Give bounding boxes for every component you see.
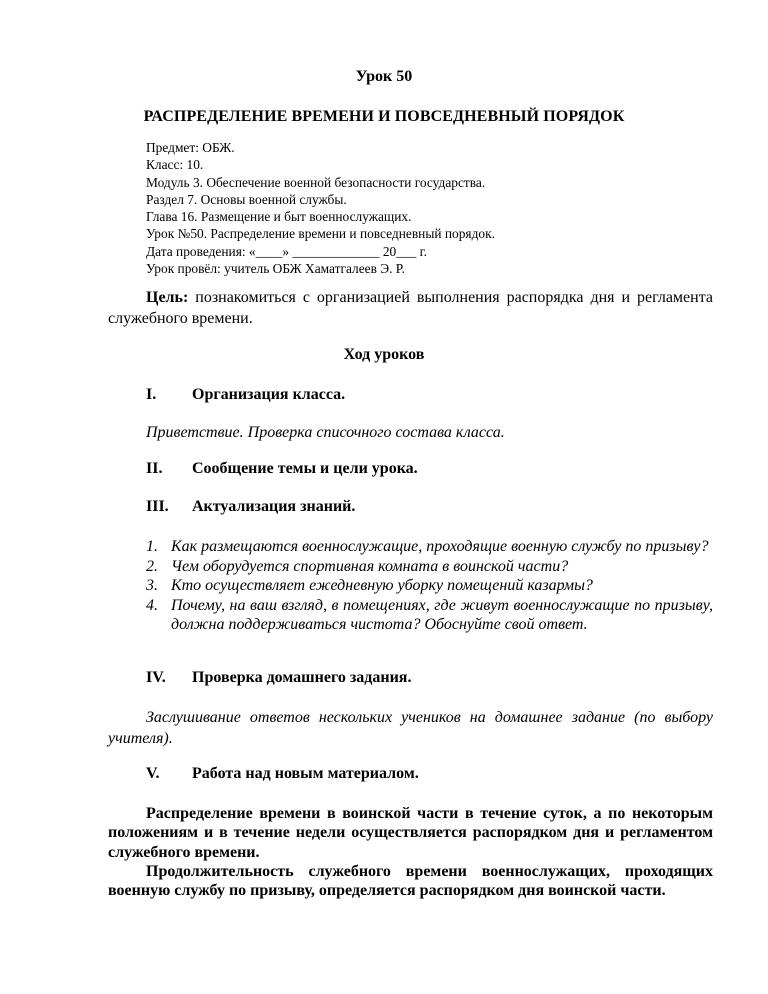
section-heading-1	[146, 386, 345, 404]
section-title: Работа над новым материалом.	[192, 765, 419, 782]
lesson-topic-heading: РАСПРЕДЕЛЕНИЕ ВРЕМЕНИ И ПОВСЕДНЕВНЫЙ ПОРЯДОК	[143, 108, 625, 125]
question-number: 3.	[146, 577, 158, 595]
section-heading-5	[146, 765, 419, 783]
lesson-number: Урок 50	[355, 68, 413, 85]
review-questions-list	[146, 537, 713, 635]
list-item	[146, 557, 713, 577]
lesson-goal	[108, 287, 713, 329]
meta-date: Дата проведения: «____» _____________ 20___ г.	[146, 243, 427, 259]
question-text: Почему, на ваш взгляд, в помещениях, где живут военнослужащие по призыву, должна поддерживаться чистота? Обоснуйте свой ответ.	[171, 596, 713, 634]
goal-text: познакомиться с организацией выполнения распорядка дня и регламента служебного времени.	[108, 289, 713, 327]
meta-section: Раздел 7. Основы военной службы.	[146, 191, 347, 207]
greeting-text: Приветствие. Проверка списочного состава класса.	[146, 424, 505, 441]
goal-label: Цель:	[146, 289, 189, 306]
meta-module: Модуль 3. Обеспечение военной безопасности государства.	[146, 174, 486, 190]
section-number: IV.	[146, 669, 166, 686]
meta-chapter: Глава 16. Размещение и быт военнослужащих.	[146, 209, 412, 225]
question-number: 1.	[146, 538, 158, 555]
section-heading-4	[146, 669, 411, 687]
question-text: Как размещаются военнослужащие, проходящие военную службу по призыву?	[171, 538, 709, 555]
paragraph-service-time: Продолжительность служебного времени военнослужащих, проходящих военную службу по призыву, определяется распорядком дня воинской части.	[108, 863, 713, 900]
meta-teacher: Урок провёл: учитель ОБЖ Хаматгалеев Э. Р.	[146, 261, 405, 277]
section-heading-3	[146, 498, 355, 516]
question-number: 4.	[146, 596, 158, 614]
section-title: Организация класса.	[192, 386, 346, 403]
section-number: V.	[146, 765, 160, 782]
question-text: Чем оборудуется спортивная комната в воинской части?	[171, 557, 569, 575]
section-number: I.	[146, 386, 157, 403]
list-item	[146, 537, 713, 557]
section-heading-2	[146, 460, 418, 478]
paragraph-time-distribution: Распределение времени в воинской части в течение суток, а по некоторым положениям и в течение недели осуществляется распорядком дня и регламентом служебного времени.	[108, 805, 713, 861]
section-title: Актуализация знаний.	[192, 498, 356, 515]
meta-subject: Предмет: ОБЖ.	[146, 140, 235, 155]
section-title: Проверка домашнего задания.	[192, 669, 412, 686]
meta-grade: Класс: 10.	[146, 157, 204, 173]
section-number: II.	[146, 460, 163, 477]
list-item	[146, 576, 713, 596]
meta-lesson: Урок №50. Распределение времени и повседневный порядок.	[146, 226, 495, 242]
question-number: 2.	[146, 557, 158, 575]
question-text: Кто осуществляет ежедневную уборку помещений казармы?	[171, 577, 593, 595]
section-title: Сообщение темы и цели урока.	[192, 460, 418, 477]
homework-check-text: Заслушивание ответов нескольких учеников на домашнее задание (по выбору учителя).	[108, 709, 713, 747]
section-number: III.	[146, 498, 169, 515]
course-heading: Ход уроков	[343, 346, 425, 363]
lesson-meta	[146, 139, 495, 277]
list-item	[146, 596, 713, 635]
